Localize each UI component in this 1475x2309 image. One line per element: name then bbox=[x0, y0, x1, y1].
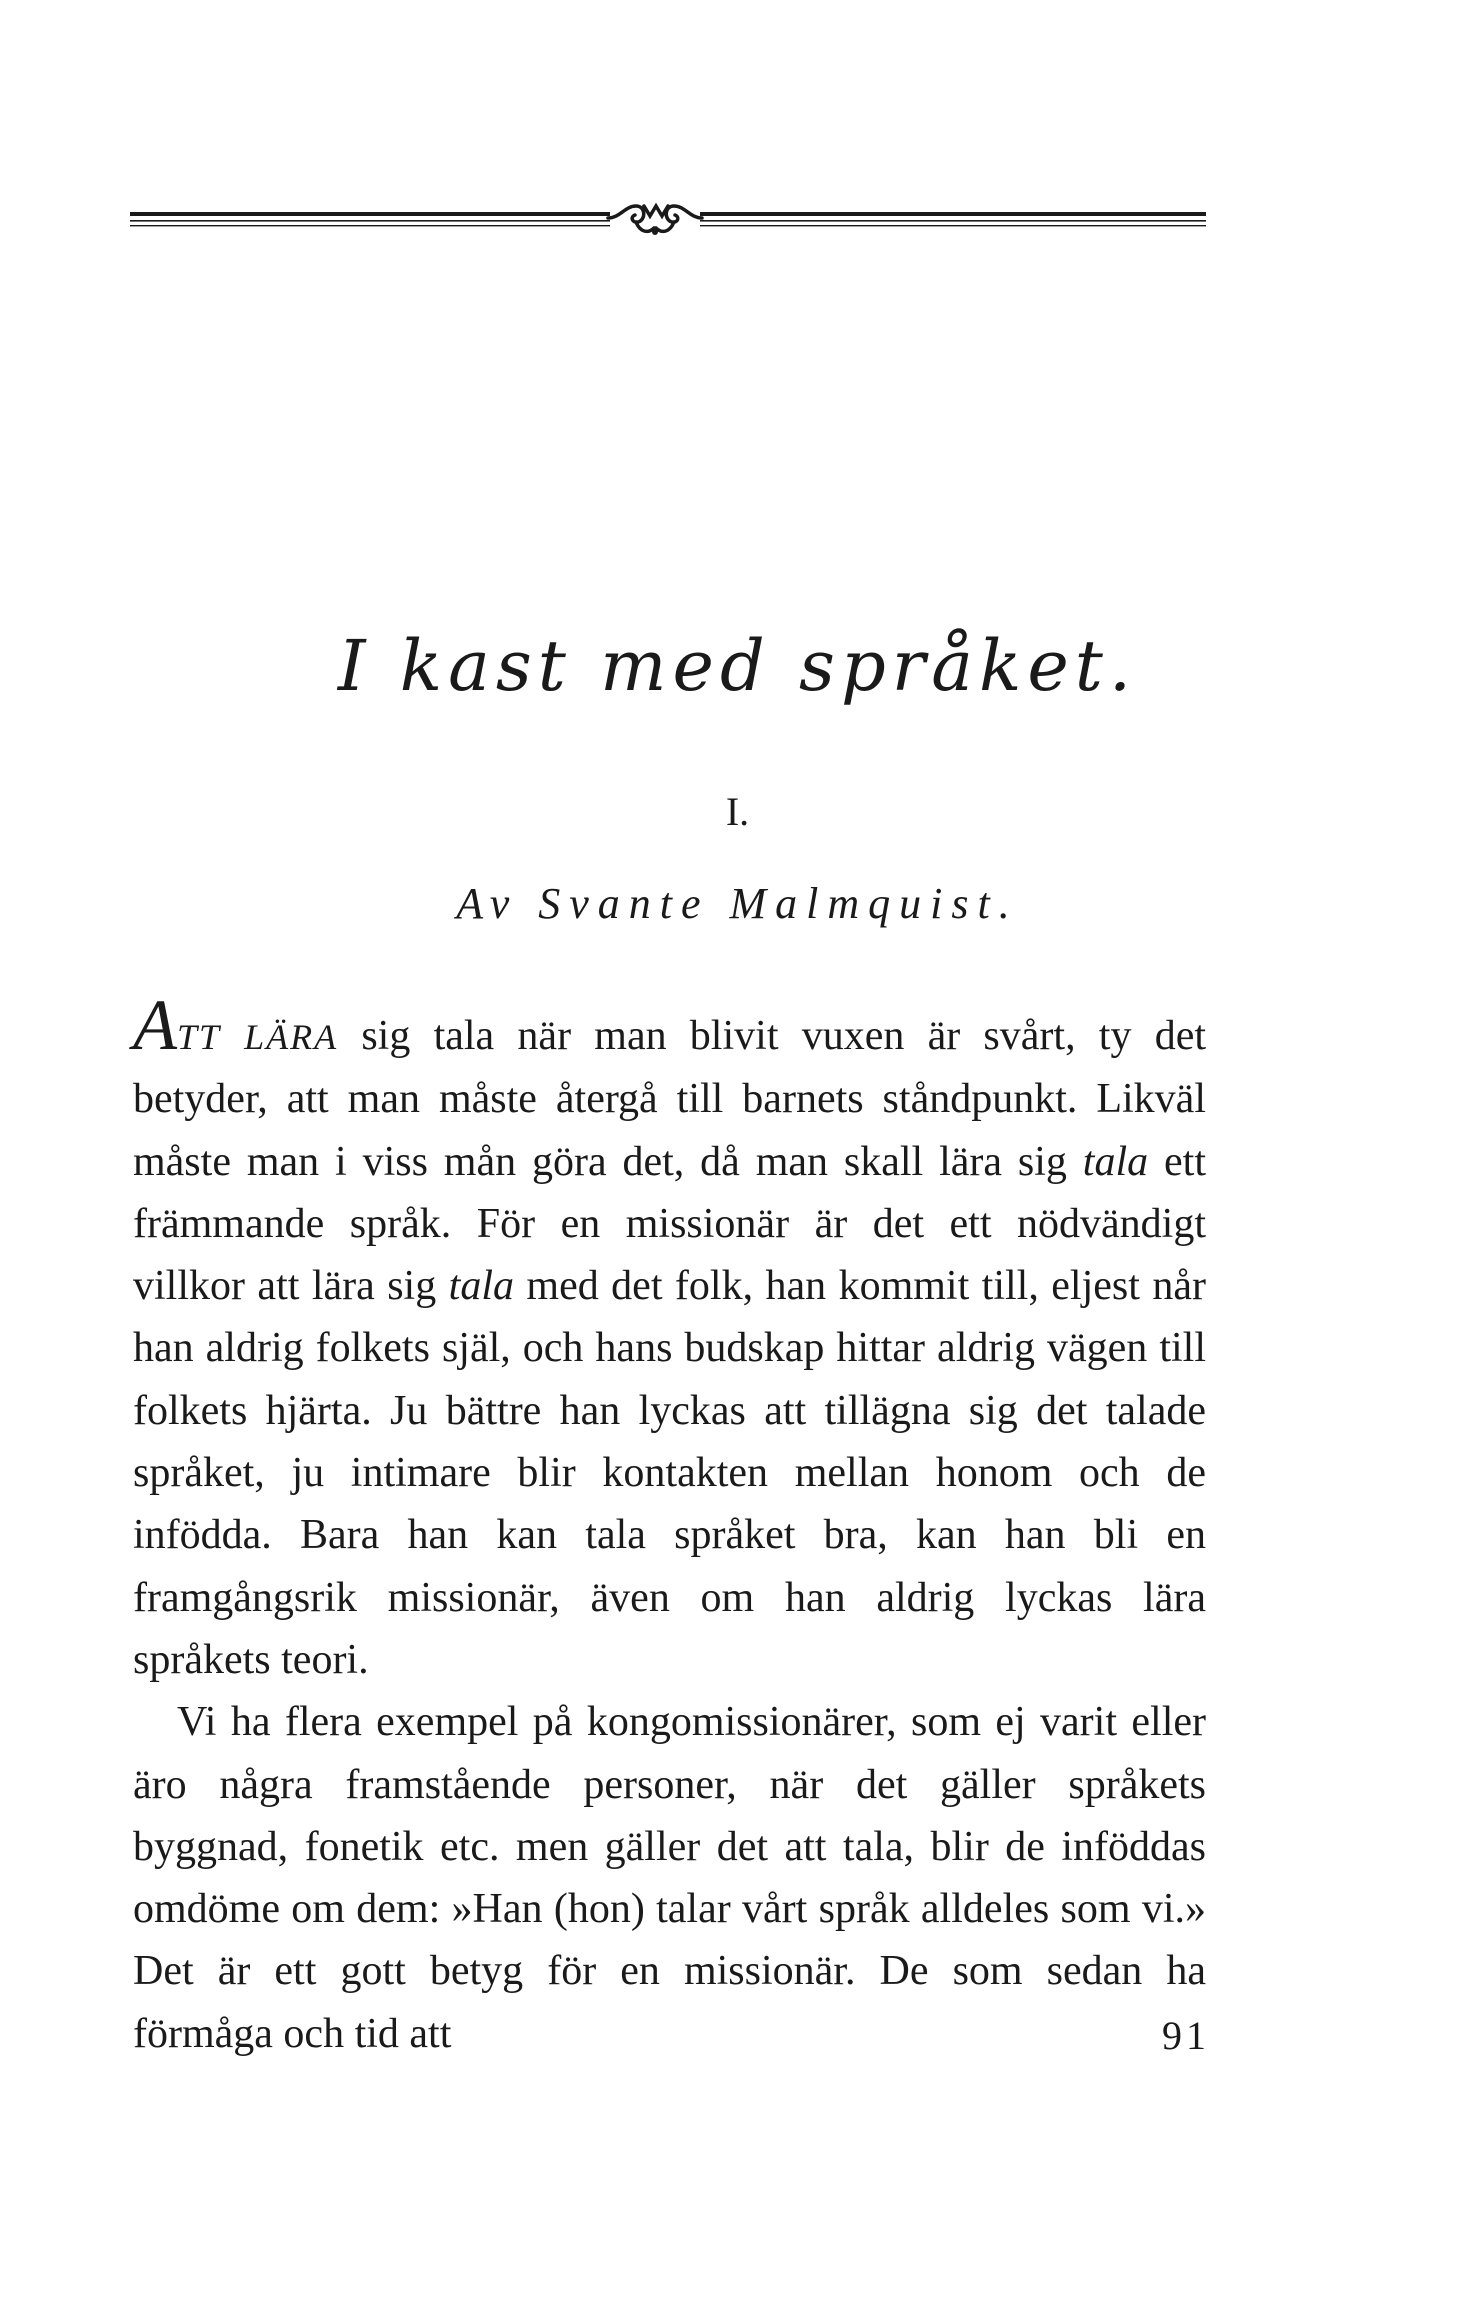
emphasis-tala-1: tala bbox=[1082, 1138, 1149, 1185]
emphasis-tala-2: tala bbox=[448, 1263, 514, 1310]
opening-small-caps: TT LÄRA bbox=[176, 1017, 339, 1057]
paragraph-2: Vi ha flera exempel på kongomissionärer, som ej varit eller äro några framstående personer, när det gäller språkets byggnad, fonetik etc. men gäller det att tala, blir de inföddas omdöme om dem: »Han (hon) talar vårt språk alldeles som vi.» Det är ett gott betyg för en missionär. De som sedan ha förmåga och tid att bbox=[133, 1699, 1206, 2057]
page-number: 91 bbox=[1162, 2013, 1210, 2058]
article-title: I kast med språket. bbox=[337, 625, 1138, 707]
paragraph-1-text-c: med det folk, han kommit till, eljest når han aldrig folkets själ, och hans budskap hittar aldrig vägen till folkets hjärta. Ju bättre han lyckas att tillägna sig det talade språket, ju intimare blir kontakten mellan honom och de infödda. Bara han kan tala språket bra, kan han bli en framgångsrik missionär, även om han aldrig lyckas lära språkets teori. bbox=[133, 1263, 1206, 1683]
scroll-ornament-icon bbox=[608, 206, 702, 231]
paragraph-1-text-b: ett främmande språk. För en missionär är det ett nödvändigt villkor att lära sig bbox=[133, 1138, 1206, 1310]
author-byline: Av Svante Malmquist. bbox=[456, 879, 1019, 928]
part-number: I. bbox=[725, 789, 750, 834]
paragraph-1 bbox=[133, 985, 1207, 1691]
body-text bbox=[133, 985, 1207, 2065]
paragraph-1-text-a: sig tala när man blivit vuxen är svårt, ty det betyder, att man måste återgå till barnets ståndpunkt. Likväl måste man i viss mån göra det, då man skall lära sig bbox=[133, 1013, 1207, 1185]
drop-cap: A bbox=[133, 985, 177, 1065]
ornamental-rule bbox=[130, 192, 1206, 242]
